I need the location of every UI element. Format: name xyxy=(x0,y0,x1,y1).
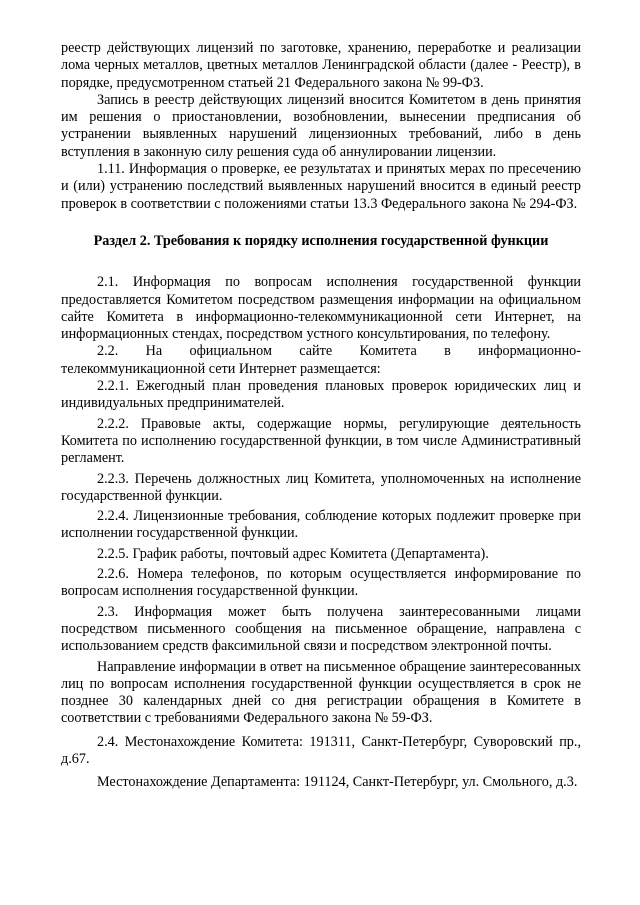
paragraph-registry-entry: Запись в реестр действующих лицензий вносится Комитетом в день принятия им решения о приостановлении, возобновлении, вынесении предписания об устранении выявленных нарушений лицензионных требований, либо в день вступления в законную силу решения суда об аннулировании лицензии. xyxy=(61,91,581,160)
paragraph-2-2-2: 2.2.2. Правовые акты, содержащие нормы, регулирующие деятельность Комитета по исполнению государственной функции, в том числе Административный регламент. xyxy=(61,415,581,467)
paragraph-2-2: 2.2. На официальном сайте Комитета в информационно-телекоммуникационной сети Интернет размещается: xyxy=(61,343,581,377)
paragraph-response-direction: Направление информации в ответ на письменное обращение заинтересованных лиц по вопросам исполнения государственной функции осуществляется в срок не позднее 30 календарных дней со дня регистрации обращения в Комитете в соответствии с требованиями Федерального закона № 59-ФЗ. xyxy=(61,658,581,727)
paragraph-2-1: 2.1. Информация по вопросам исполнения государственной функции предоставляется Комитетом посредством размещения информации на официальном сайте Комитета в информационно-телекоммуникационной сети Интернет, на информационных стендах, посредством устного консультирования, по телефону. xyxy=(61,274,581,343)
paragraph-2-2-3: 2.2.3. Перечень должностных лиц Комитета, уполномоченных на исполнение государственной функции. xyxy=(61,470,581,504)
paragraph-2-3: 2.3. Информация может быть получена заинтересованными лицами посредством письменного сообщения на письменное обращение, направлена с использованием средств факсимильной связи и посредством электронной почты. xyxy=(61,603,581,655)
paragraph-2-2-6: 2.2.6. Номера телефонов, по которым осуществляется информирование по вопросам исполнения государственной функции. xyxy=(61,566,581,600)
paragraph-registry-continuation: реестр действующих лицензий по заготовке, хранению, переработке и реализации лома черных металлов, цветных металлов Ленинградской области (далее - Реестр), в порядке, предусмотренном статьей 21 Федерального закона № 99-ФЗ. xyxy=(61,40,581,91)
paragraph-2-4-committee-location: 2.4. Местонахождение Комитета: 191311, Санкт-Петербург, Суворовский пр., д.67. xyxy=(61,733,581,767)
paragraph-2-2-1: 2.2.1. Ежегодный план проведения плановых проверок юридических лиц и индивидуальных предпринимателей. xyxy=(61,378,581,412)
document-body xyxy=(61,40,581,792)
paragraph-2-2-4: 2.2.4. Лицензионные требования, соблюдение которых подлежит проверке при исполнении государственной функции. xyxy=(61,508,581,542)
paragraph-2-2-5: 2.2.5. График работы, почтовый адрес Комитета (Департамента). xyxy=(97,545,489,562)
paragraph-department-location: Местонахождение Департамента: 191124, Санкт-Петербург, ул. Смольного, д.3. xyxy=(97,774,578,791)
section-2-heading: Раздел 2. Требования к порядку исполнения государственной функции xyxy=(93,232,549,249)
paragraph-1-11: 1.11. Информация о проверке, ее результатах и принятых мерах по пресечению и (или) устранению последствий выявленных нарушений вносится в единый реестр проверок в соответствии с положениями статьи 13.3 Федерального закона № 294-ФЗ. xyxy=(61,161,581,212)
